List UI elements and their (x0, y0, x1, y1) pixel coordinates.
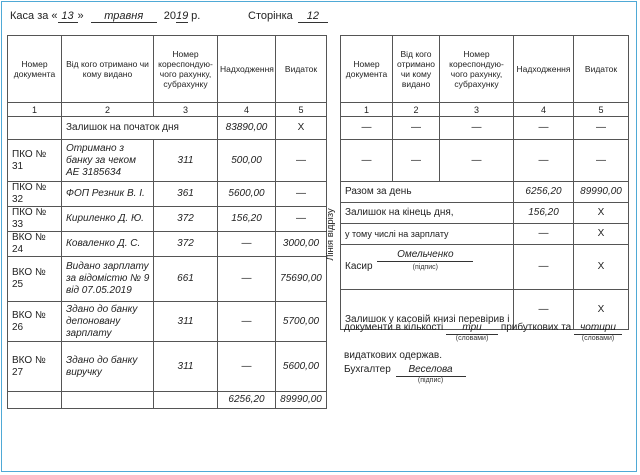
left-header-row (8, 36, 327, 103)
table-row (8, 302, 327, 342)
left-colnum: 3 (154, 103, 218, 117)
left-colnum: 4 (218, 103, 276, 117)
left-colnum: 1 (8, 103, 62, 117)
dash-cell: — (440, 117, 514, 140)
row-doc: ПКО № 32 (8, 182, 62, 207)
row-doc: ВКО № 24 (8, 232, 62, 257)
day-value: 13 (58, 10, 78, 23)
right-colnum: 2 (393, 103, 440, 117)
left-cash-table (7, 35, 327, 409)
cashier-name: Омельченко (377, 249, 473, 262)
left-opening-empty (8, 117, 62, 140)
row-acc: 372 (154, 232, 218, 257)
docs-count1-block (446, 322, 498, 342)
row-income: 500,00 (218, 140, 276, 182)
day-total-income: 6256,20 (514, 182, 574, 203)
accountant-signature (396, 364, 466, 384)
row-expense: 5700,00 (276, 302, 327, 342)
dash-cell: — (514, 140, 574, 182)
closing-row (341, 203, 629, 224)
row-who: Отримано з банку за чеком АЕ 3185634 (62, 140, 154, 182)
docs-mid: прибуткових та (500, 322, 572, 333)
row-who: Здано до банку виручку (62, 342, 154, 392)
docs-words1: (словами) (455, 335, 489, 342)
row-who: Здано до банку депоновану зарплату (62, 302, 154, 342)
accountant-sig-caption: (підпис) (417, 377, 444, 384)
right-header-income: Надходження (514, 36, 574, 103)
row-acc: 361 (154, 182, 218, 207)
right-dash-row (341, 117, 629, 140)
dash-cell: — (440, 140, 514, 182)
row-who: Кириленко Д. Ю. (62, 207, 154, 232)
right-colnum: 5 (574, 103, 629, 117)
row-income: 5600,00 (218, 182, 276, 207)
table-row (8, 342, 327, 392)
accountant-line (344, 364, 466, 384)
row-expense: 3000,00 (276, 232, 327, 257)
right-dash-row (341, 140, 629, 182)
docs-prefix: документи в кількості (344, 322, 444, 333)
salary-expense: Х (574, 224, 629, 245)
row-expense: — (276, 207, 327, 232)
row-income: — (218, 257, 276, 302)
dash-cell: — (514, 117, 574, 140)
left-totals-empty (8, 392, 62, 409)
row-doc: ВКО № 25 (8, 257, 62, 302)
right-colnum: 4 (514, 103, 574, 117)
check-income: — (514, 290, 574, 330)
table-row (8, 140, 327, 182)
cashier-cell (341, 245, 514, 290)
dash-cell: — (574, 117, 629, 140)
row-doc: ПКО № 31 (8, 140, 62, 182)
left-header-acc: Номер кореспондую-чого рахунку, субрахунку (154, 36, 218, 103)
row-who: ФОП Резник В. І. (62, 182, 154, 207)
closing-income: 156,20 (514, 203, 574, 224)
docs-count-line (344, 322, 622, 342)
check-expense: Х (574, 290, 629, 330)
row-income: 156,20 (218, 207, 276, 232)
left-opening-label: Залишок на початок дня (62, 117, 218, 140)
salary-row (341, 224, 629, 245)
check-label: Залишок у касовій книзі перевірив і (341, 290, 514, 330)
day-suffix: » (77, 10, 84, 22)
cashier-sig-caption: (підпис) (412, 264, 438, 271)
table-row (8, 182, 327, 207)
table-row (8, 207, 327, 232)
table-row (8, 257, 327, 302)
right-header-expense: Видаток (574, 36, 629, 103)
left-totals-row (8, 392, 327, 409)
docs-suffix: видаткових одержав. (344, 350, 443, 361)
day-total-expense: 89990,00 (574, 182, 629, 203)
left-colnum: 5 (276, 103, 327, 117)
row-who: Видано зарплату за відомістю № 9 від 07.05.2019 (62, 257, 154, 302)
page-label: Сторінка (248, 10, 293, 22)
right-colnum: 1 (341, 103, 393, 117)
right-header-acc: Номер кореспондую-чого рахунку, субрахунку (440, 36, 514, 103)
right-header-doc: Номер документа (341, 36, 393, 103)
left-header-expense: Видаток (276, 36, 327, 103)
left-opening-income: 83890,00 (218, 117, 276, 140)
docs-count2-block (574, 322, 622, 342)
right-header-row (341, 36, 629, 103)
salary-income: — (514, 224, 574, 245)
day-total-label: Разом за день (341, 182, 514, 203)
row-acc: 372 (154, 207, 218, 232)
dash-cell: — (574, 140, 629, 182)
row-expense: — (276, 182, 327, 207)
cashier-income: — (514, 245, 574, 290)
docs-count1: три (446, 322, 498, 335)
left-totals-empty (62, 392, 154, 409)
row-income: — (218, 232, 276, 257)
row-income: — (218, 302, 276, 342)
dash-cell: — (393, 140, 440, 182)
dash-cell: — (341, 117, 393, 140)
day-total-row (341, 182, 629, 203)
right-cash-table (340, 35, 629, 330)
right-colnum: 3 (440, 103, 514, 117)
left-header-doc: Номер документа (8, 36, 62, 103)
cashier-expense: Х (574, 245, 629, 290)
left-opening-row (8, 117, 327, 140)
row-income: — (218, 342, 276, 392)
left-header-income: Надходження (218, 36, 276, 103)
year-value: 19 (176, 10, 189, 22)
row-who: Коваленко Д. С. (62, 232, 154, 257)
dash-cell: — (341, 140, 393, 182)
left-total-expense: 89990,00 (276, 392, 327, 409)
docs-count2: чотири (574, 322, 622, 335)
table-row (8, 232, 327, 257)
row-expense: 75690,00 (276, 257, 327, 302)
row-expense: 5600,00 (276, 342, 327, 392)
row-doc: ПКО № 33 (8, 207, 62, 232)
page-header (248, 10, 328, 23)
month-value: травня (91, 10, 157, 23)
dash-cell: — (393, 117, 440, 140)
row-expense: — (276, 140, 327, 182)
right-colnum-row (341, 103, 629, 117)
row-acc: 311 (154, 140, 218, 182)
left-header-who: Від кого отримано чи кому видано (62, 36, 154, 103)
right-header-who: Від кого отримано чи кому видано (393, 36, 440, 103)
cash-header (10, 10, 200, 23)
left-total-income: 6256,20 (218, 392, 276, 409)
cashier-row (341, 245, 629, 290)
left-totals-empty (154, 392, 218, 409)
year-suffix: р. (188, 10, 201, 22)
kasa-prefix: Каса за « (10, 10, 58, 22)
docs-words2: (словами) (581, 335, 615, 342)
salary-label: у тому числі на зарплату (341, 224, 514, 245)
row-doc: ВКО № 26 (8, 302, 62, 342)
closing-expense: Х (574, 203, 629, 224)
row-acc: 311 (154, 302, 218, 342)
accountant-name: Веселова (396, 364, 466, 377)
row-doc: ВКО № 27 (8, 342, 62, 392)
closing-label: Залишок на кінець дня, (341, 203, 514, 224)
cashier-label: Касир (345, 261, 373, 272)
left-colnum: 2 (62, 103, 154, 117)
left-colnum-row (8, 103, 327, 117)
accountant-label: Бухгалтер (344, 364, 391, 375)
cut-line-label: Лінія відрізу (324, 207, 336, 261)
year-prefix: 20 (163, 10, 177, 22)
left-opening-expense: Х (276, 117, 327, 140)
cashier-signature (377, 249, 473, 274)
row-acc: 311 (154, 342, 218, 392)
page-number: 12 (298, 10, 328, 23)
row-acc: 661 (154, 257, 218, 302)
